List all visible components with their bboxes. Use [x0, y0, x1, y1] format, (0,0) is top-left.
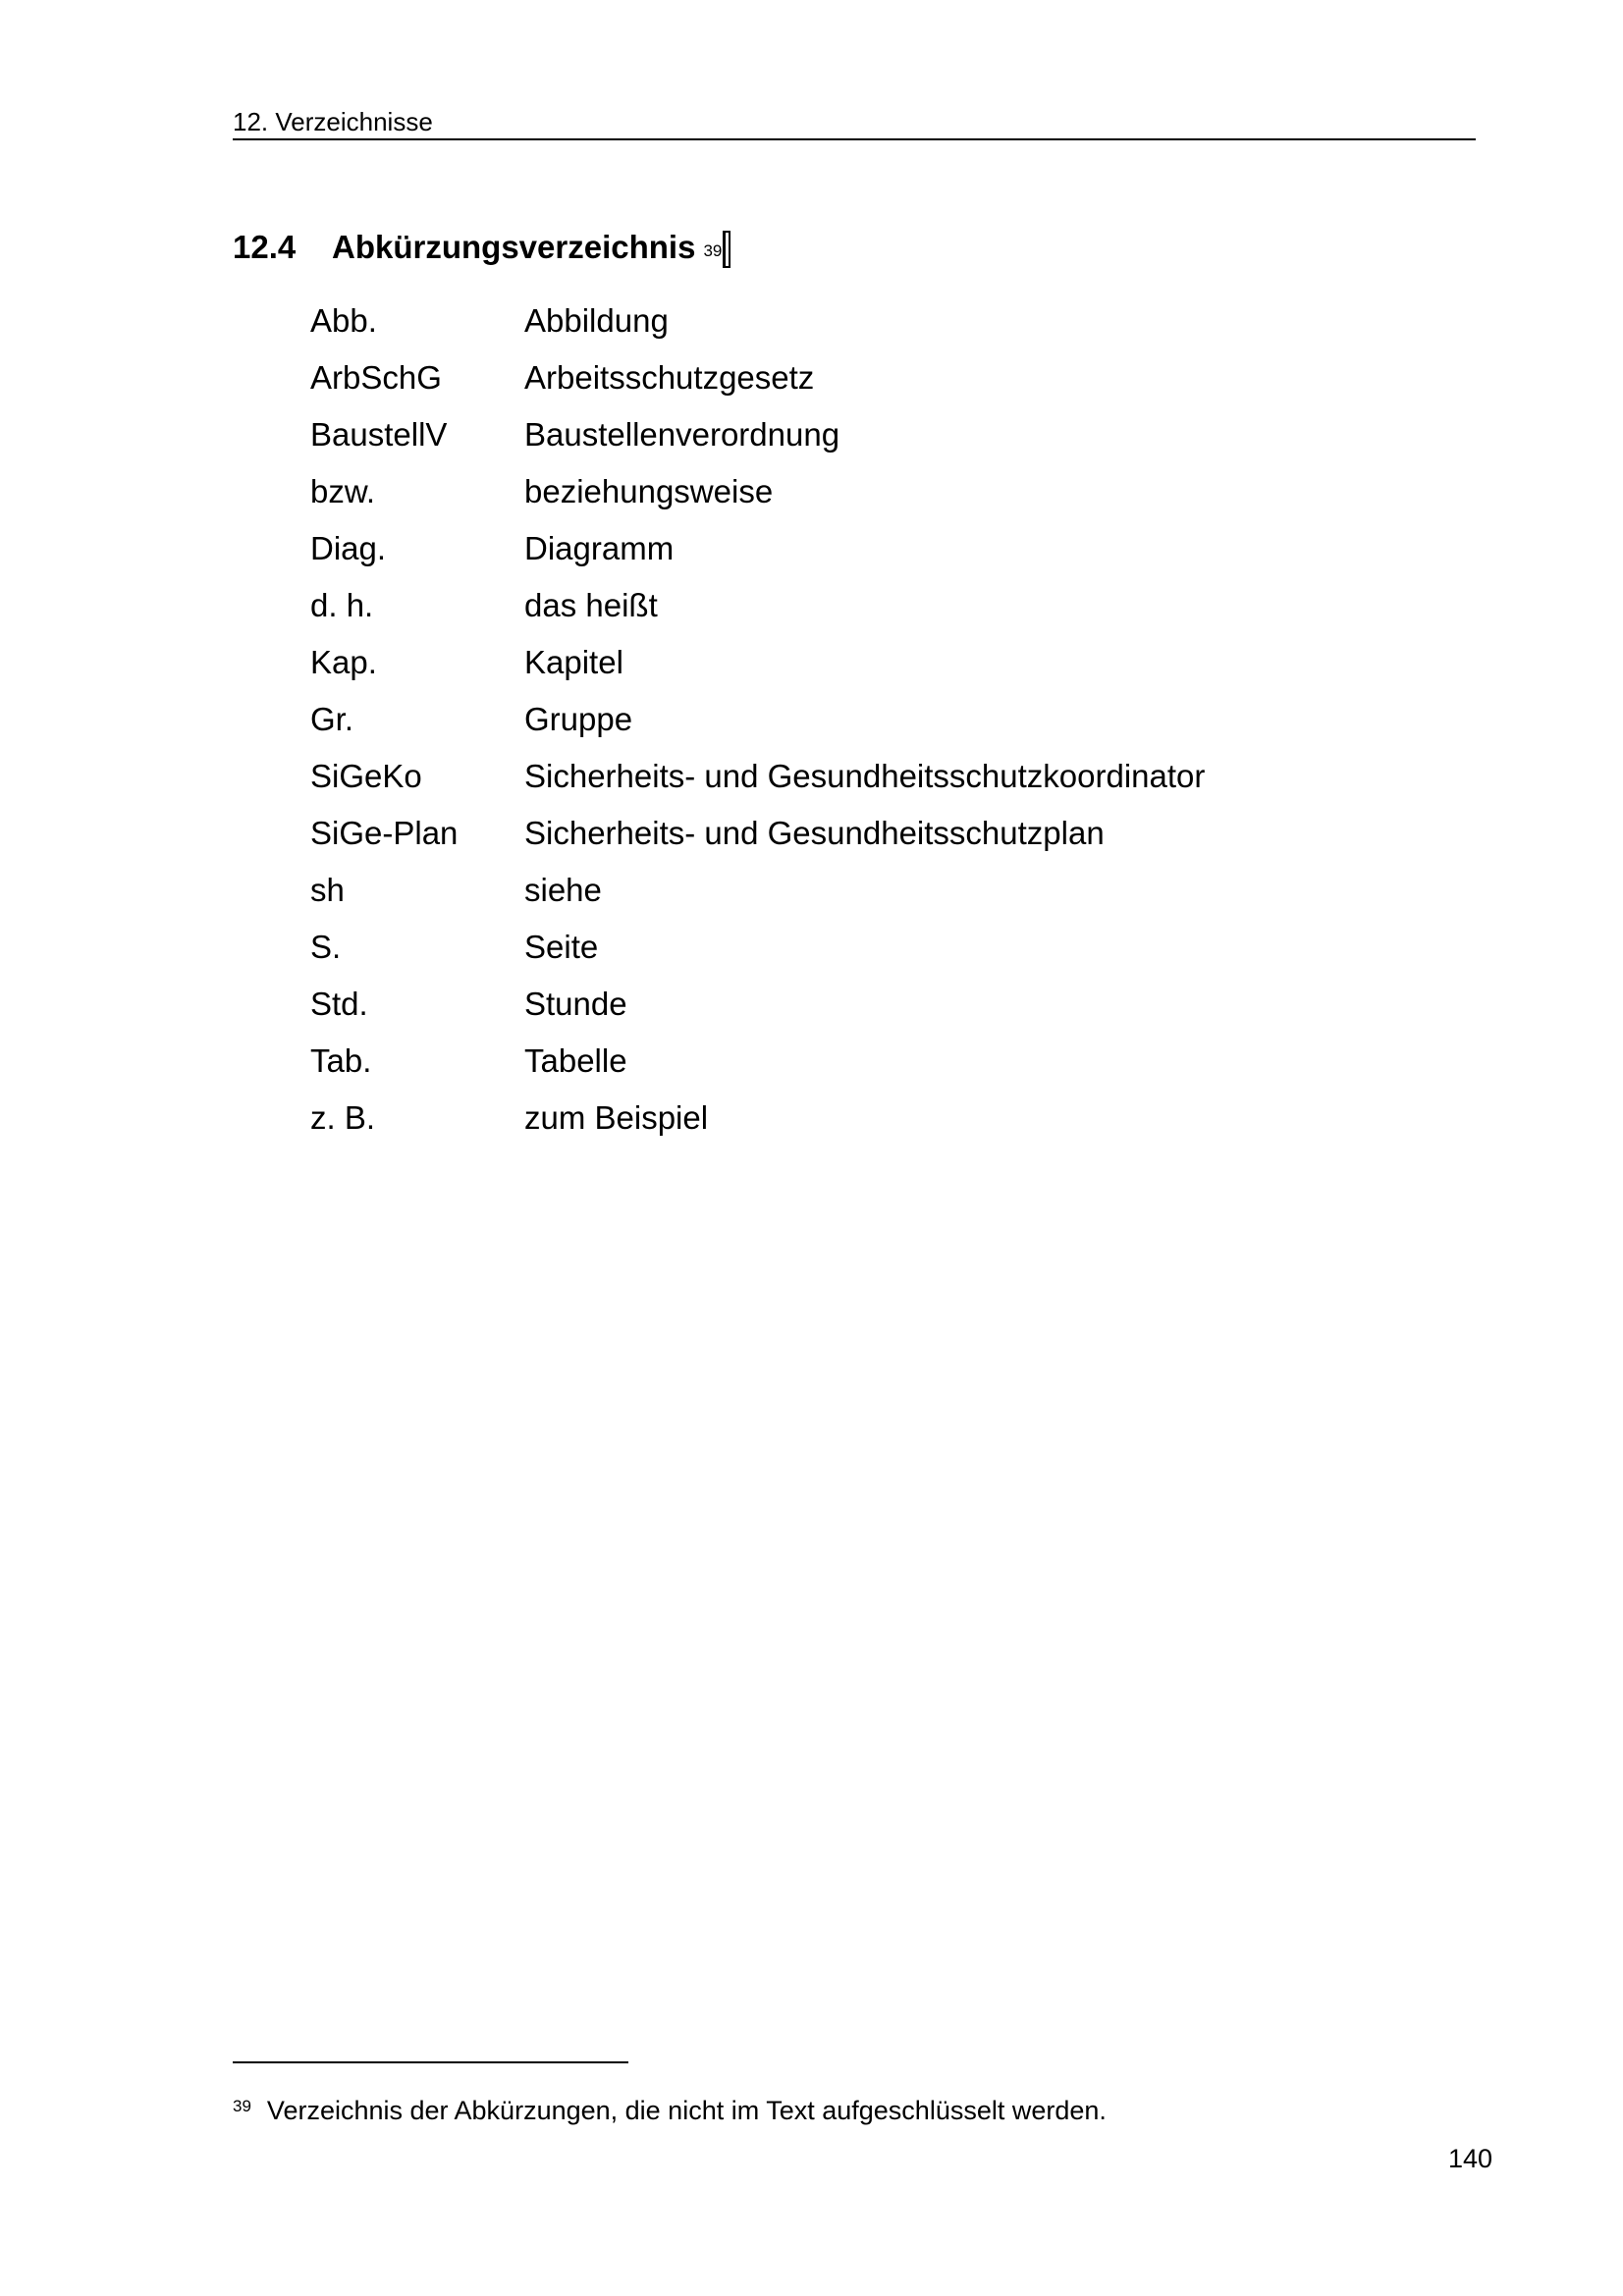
list-item: [310, 928, 1205, 985]
chapter-title: 12. Verzeichnisse: [233, 107, 433, 136]
abbreviation-meaning: Sicherheits- und Gesundheitsschutzkoordinator: [524, 758, 1206, 794]
list-item: [310, 814, 1205, 871]
list-item: [310, 1098, 1205, 1155]
footnote: [233, 2095, 1107, 2126]
list-item: [310, 529, 1205, 586]
abbreviation: Abb.: [310, 302, 377, 339]
abbreviation: z. B.: [310, 1099, 376, 1136]
abbreviation-meaning: Gruppe: [524, 701, 633, 737]
abbreviation: d. h.: [310, 587, 374, 623]
abbreviation: Gr.: [310, 701, 354, 737]
list-item: [310, 358, 1205, 415]
section-number: 12.4: [233, 229, 297, 265]
abbreviation-meaning: Seite: [524, 929, 599, 965]
text-cursor-marker-icon: [723, 231, 730, 268]
abbreviation-meaning: zum Beispiel: [524, 1099, 709, 1136]
list-item: [310, 985, 1205, 1041]
abbreviation: ArbSchG: [310, 359, 442, 396]
abbreviation: Std.: [310, 986, 368, 1022]
abbreviation-meaning: Sicherheits- und Gesundheitsschutzplan: [524, 815, 1105, 851]
list-item: [310, 871, 1205, 928]
footnote-separator: [233, 2061, 628, 2063]
page-number: 140: [1448, 2144, 1493, 2173]
abbreviation-meaning: Stunde: [524, 986, 627, 1022]
list-item: [310, 586, 1205, 643]
abbreviation: SiGe-Plan: [310, 815, 459, 851]
abbreviation-meaning: Arbeitsschutzgesetz: [524, 359, 815, 396]
list-item: [310, 757, 1205, 814]
abbreviation-meaning: Diagramm: [524, 530, 675, 566]
footnote-text: Verzeichnis der Abkürzungen, die nicht im Text aufgeschlüsselt werden.: [266, 2096, 1107, 2125]
abbreviation-meaning: siehe: [524, 872, 602, 908]
abbreviation: sh: [310, 872, 345, 908]
abbreviation: Tab.: [310, 1042, 372, 1079]
section-heading: [233, 228, 730, 268]
list-item: [310, 700, 1205, 757]
list-item: [310, 301, 1205, 358]
list-item: [310, 415, 1205, 472]
abbreviation: BaustellV: [310, 416, 448, 453]
footnote-marker: 39: [233, 2097, 251, 2115]
abbreviation-meaning: beziehungsweise: [524, 473, 774, 509]
abbreviation-meaning: Abbildung: [524, 302, 669, 339]
abbreviation: Kap.: [310, 644, 377, 680]
section-title: Abkürzungsverzeichnis: [332, 229, 696, 265]
abbreviation: SiGeKo: [310, 758, 422, 794]
list-item: [310, 643, 1205, 700]
running-header: [233, 106, 1476, 140]
abbreviation: S.: [310, 929, 342, 965]
abbreviation-meaning: Kapitel: [524, 644, 623, 680]
footnote-reference[interactable]: 39: [703, 241, 723, 260]
abbreviation-list: [310, 301, 1205, 1155]
abbreviation-meaning: Tabelle: [524, 1042, 627, 1079]
abbreviation: Diag.: [310, 530, 387, 566]
list-item: [310, 1041, 1205, 1098]
abbreviation-meaning: Baustellenverordnung: [524, 416, 840, 453]
abbreviation: bzw.: [310, 473, 376, 509]
list-item: [310, 472, 1205, 529]
abbreviation-meaning: das heißt: [524, 587, 658, 623]
